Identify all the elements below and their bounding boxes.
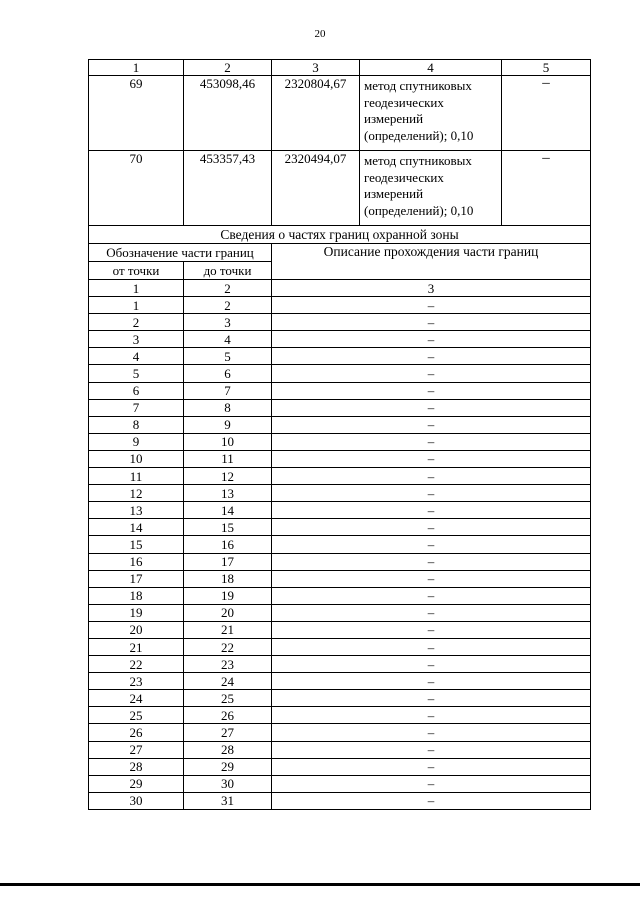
column-number: 1 xyxy=(89,60,184,76)
parts-column-number-row xyxy=(89,280,591,297)
from-point: 14 xyxy=(89,519,184,536)
to-point: 10 xyxy=(184,433,272,450)
to-point-header: до точки xyxy=(184,262,272,280)
table-row xyxy=(89,468,591,485)
part-description: – xyxy=(272,690,591,707)
from-point: 11 xyxy=(89,468,184,485)
to-point: 12 xyxy=(184,468,272,485)
table-row xyxy=(89,604,591,621)
to-point: 13 xyxy=(184,485,272,502)
table-row xyxy=(89,331,591,348)
part-description: – xyxy=(272,656,591,673)
method-text: метод спутниковых геодезических измерений (определений); 0,10 xyxy=(360,151,502,226)
from-point: 1 xyxy=(89,297,184,314)
table-row xyxy=(89,297,591,314)
table-row xyxy=(89,553,591,570)
to-point: 7 xyxy=(184,382,272,399)
to-point: 4 xyxy=(184,331,272,348)
table-row xyxy=(89,775,591,792)
table-row xyxy=(89,690,591,707)
point-number: 69 xyxy=(89,76,184,151)
to-point: 23 xyxy=(184,656,272,673)
part-description: – xyxy=(272,365,591,382)
parts-table-body xyxy=(89,297,591,810)
part-description: – xyxy=(272,638,591,655)
part-description: – xyxy=(272,621,591,638)
table-row xyxy=(89,792,591,809)
table-row xyxy=(89,656,591,673)
part-description: – xyxy=(272,758,591,775)
table-row xyxy=(89,724,591,741)
section-title: Сведения о частях границ охранной зоны xyxy=(89,226,591,244)
part-description: – xyxy=(272,416,591,433)
point-number: 70 xyxy=(89,151,184,226)
part-description: – xyxy=(272,707,591,724)
to-point: 27 xyxy=(184,724,272,741)
table-row xyxy=(89,519,591,536)
column-number-row xyxy=(89,60,591,76)
from-point: 2 xyxy=(89,314,184,331)
to-point: 15 xyxy=(184,519,272,536)
to-point: 3 xyxy=(184,314,272,331)
coordinate-x: 453098,46 xyxy=(184,76,272,151)
to-point: 25 xyxy=(184,690,272,707)
from-point: 28 xyxy=(89,758,184,775)
from-point: 16 xyxy=(89,553,184,570)
part-description: – xyxy=(272,604,591,621)
table-row xyxy=(89,365,591,382)
from-point: 17 xyxy=(89,570,184,587)
coordinate-y: 2320804,67 xyxy=(272,76,360,151)
part-description: – xyxy=(272,724,591,741)
to-point: 20 xyxy=(184,604,272,621)
from-point: 4 xyxy=(89,348,184,365)
part-description: – xyxy=(272,673,591,690)
method-text: метод спутниковых геодезических измерений (определений); 0,10 xyxy=(360,76,502,151)
from-point: 7 xyxy=(89,399,184,416)
part-description: – xyxy=(272,450,591,467)
table-row xyxy=(89,314,591,331)
to-point: 30 xyxy=(184,775,272,792)
part-description: – xyxy=(272,792,591,809)
coordinate-y: 2320494,07 xyxy=(272,151,360,226)
table-row xyxy=(89,570,591,587)
page-number: 20 xyxy=(314,28,326,40)
from-point: 5 xyxy=(89,365,184,382)
part-description: – xyxy=(272,382,591,399)
from-point: 10 xyxy=(89,450,184,467)
part-description: – xyxy=(272,433,591,450)
from-point: 20 xyxy=(89,621,184,638)
table-row xyxy=(89,399,591,416)
part-description: – xyxy=(272,553,591,570)
table-row xyxy=(89,621,591,638)
table-row xyxy=(89,416,591,433)
part-description: – xyxy=(272,741,591,758)
part-description: – xyxy=(272,348,591,365)
to-point: 8 xyxy=(184,399,272,416)
from-point-header: от точки xyxy=(89,262,184,280)
column-number: 2 xyxy=(184,60,272,76)
part-description: – xyxy=(272,399,591,416)
table-row xyxy=(89,502,591,519)
from-point: 12 xyxy=(89,485,184,502)
point-description: – xyxy=(502,151,591,226)
column-number: 4 xyxy=(360,60,502,76)
to-point: 22 xyxy=(184,638,272,655)
to-point: 11 xyxy=(184,450,272,467)
from-point: 24 xyxy=(89,690,184,707)
parts-header-row xyxy=(89,244,591,262)
table-row xyxy=(89,382,591,399)
part-description: – xyxy=(272,570,591,587)
boundary-table xyxy=(88,59,591,810)
to-point: 5 xyxy=(184,348,272,365)
column-number: 3 xyxy=(272,280,591,297)
to-point: 17 xyxy=(184,553,272,570)
part-description: – xyxy=(272,297,591,314)
from-point: 27 xyxy=(89,741,184,758)
from-point: 15 xyxy=(89,536,184,553)
from-point: 6 xyxy=(89,382,184,399)
to-point: 14 xyxy=(184,502,272,519)
table-row xyxy=(89,485,591,502)
part-description: – xyxy=(272,502,591,519)
column-number: 2 xyxy=(184,280,272,297)
to-point: 21 xyxy=(184,621,272,638)
coordinate-row xyxy=(89,151,591,226)
from-point: 3 xyxy=(89,331,184,348)
coordinate-x: 453357,43 xyxy=(184,151,272,226)
designation-header: Обозначение части границ xyxy=(89,244,272,262)
description-header: Описание прохождения части границ xyxy=(272,244,591,280)
table-row xyxy=(89,587,591,604)
table-row xyxy=(89,348,591,365)
to-point: 24 xyxy=(184,673,272,690)
table-row xyxy=(89,707,591,724)
table-row xyxy=(89,433,591,450)
from-point: 13 xyxy=(89,502,184,519)
from-point: 22 xyxy=(89,656,184,673)
part-description: – xyxy=(272,331,591,348)
part-description: – xyxy=(272,468,591,485)
column-number: 5 xyxy=(502,60,591,76)
to-point: 9 xyxy=(184,416,272,433)
part-description: – xyxy=(272,519,591,536)
to-point: 29 xyxy=(184,758,272,775)
to-point: 26 xyxy=(184,707,272,724)
to-point: 2 xyxy=(184,297,272,314)
coordinate-row xyxy=(89,76,591,151)
to-point: 31 xyxy=(184,792,272,809)
to-point: 28 xyxy=(184,741,272,758)
footer-rule xyxy=(0,883,640,886)
table-row xyxy=(89,638,591,655)
from-point: 25 xyxy=(89,707,184,724)
to-point: 19 xyxy=(184,587,272,604)
to-point: 6 xyxy=(184,365,272,382)
column-number: 1 xyxy=(89,280,184,297)
part-description: – xyxy=(272,314,591,331)
to-point: 16 xyxy=(184,536,272,553)
part-description: – xyxy=(272,775,591,792)
part-description: – xyxy=(272,485,591,502)
table-row xyxy=(89,536,591,553)
from-point: 26 xyxy=(89,724,184,741)
from-point: 9 xyxy=(89,433,184,450)
point-description: – xyxy=(502,76,591,151)
part-description: – xyxy=(272,587,591,604)
from-point: 19 xyxy=(89,604,184,621)
column-number: 3 xyxy=(272,60,360,76)
from-point: 21 xyxy=(89,638,184,655)
part-description: – xyxy=(272,536,591,553)
table-row xyxy=(89,450,591,467)
section-title-row xyxy=(89,226,591,244)
from-point: 30 xyxy=(89,792,184,809)
table-row xyxy=(89,758,591,775)
from-point: 8 xyxy=(89,416,184,433)
from-point: 18 xyxy=(89,587,184,604)
table-row xyxy=(89,741,591,758)
from-point: 23 xyxy=(89,673,184,690)
from-point: 29 xyxy=(89,775,184,792)
to-point: 18 xyxy=(184,570,272,587)
table-row xyxy=(89,673,591,690)
